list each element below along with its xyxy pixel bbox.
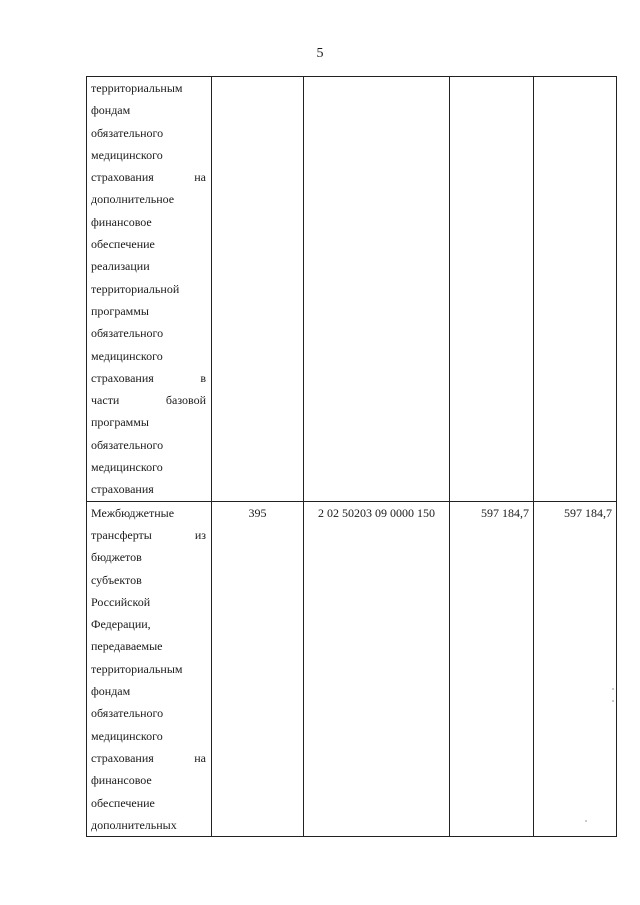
- name-line: части базовой: [91, 393, 206, 408]
- name-line: обеспечение: [91, 237, 155, 252]
- name-line: медицинского: [91, 728, 163, 743]
- kbk-code-cell: [304, 77, 450, 502]
- name-line: Федерации,: [91, 617, 151, 632]
- name-line: обязательного: [91, 437, 164, 452]
- scan-speck: [585, 820, 587, 822]
- name-line: обязательного: [91, 706, 164, 721]
- amount-cell: 597 184,7: [450, 501, 534, 836]
- name-line: программы: [91, 415, 149, 430]
- name-line: территориальным: [91, 81, 183, 95]
- name-line: медицинского: [91, 147, 163, 162]
- name-line: обязательного: [91, 125, 164, 140]
- name-line: трансферты из: [91, 527, 206, 542]
- budget-table: [86, 76, 617, 837]
- name-line: территориальной: [91, 281, 180, 296]
- name-line: Российской: [91, 594, 151, 609]
- admin-code-cell: [212, 77, 304, 502]
- name-line: дополнительное: [91, 192, 175, 207]
- name-line: фондам: [91, 103, 131, 118]
- name-cell: [87, 501, 212, 836]
- name-line: страхования в: [91, 370, 206, 385]
- name-line: обязательного: [91, 326, 164, 341]
- scan-speck: [612, 688, 614, 690]
- name-line: финансовое: [91, 214, 152, 229]
- name-line: Межбюджетные: [91, 505, 175, 520]
- name-line: программы: [91, 303, 149, 318]
- amount-cell: [450, 77, 534, 502]
- name-line: медицинского: [91, 348, 163, 363]
- admin-code-cell: 395: [212, 501, 304, 836]
- amount-cell: 597 184,7: [534, 501, 617, 836]
- name-line: обеспечение: [91, 795, 155, 810]
- name-line: фондам: [91, 684, 131, 699]
- name-line: дополнительных: [91, 817, 177, 832]
- table-row: [87, 77, 617, 502]
- scan-speck: [612, 700, 614, 702]
- name-line: субъектов: [91, 572, 142, 587]
- name-line: страхования на: [91, 170, 206, 185]
- amount-cell: [534, 77, 617, 502]
- name-line: страхования на: [91, 750, 206, 765]
- name-line: страхования: [91, 482, 154, 497]
- name-line: территориальным: [91, 661, 183, 676]
- name-line: медицинского: [91, 460, 163, 475]
- name-line: финансовое: [91, 773, 152, 788]
- table-row: [87, 501, 617, 836]
- name-cell: [87, 77, 212, 502]
- name-line: бюджетов: [91, 550, 142, 565]
- kbk-code-cell: 2 02 50203 09 0000 150: [304, 501, 450, 836]
- name-line: передаваемые: [91, 639, 163, 654]
- name-line: реализации: [91, 259, 150, 274]
- page-number: 5: [316, 46, 324, 61]
